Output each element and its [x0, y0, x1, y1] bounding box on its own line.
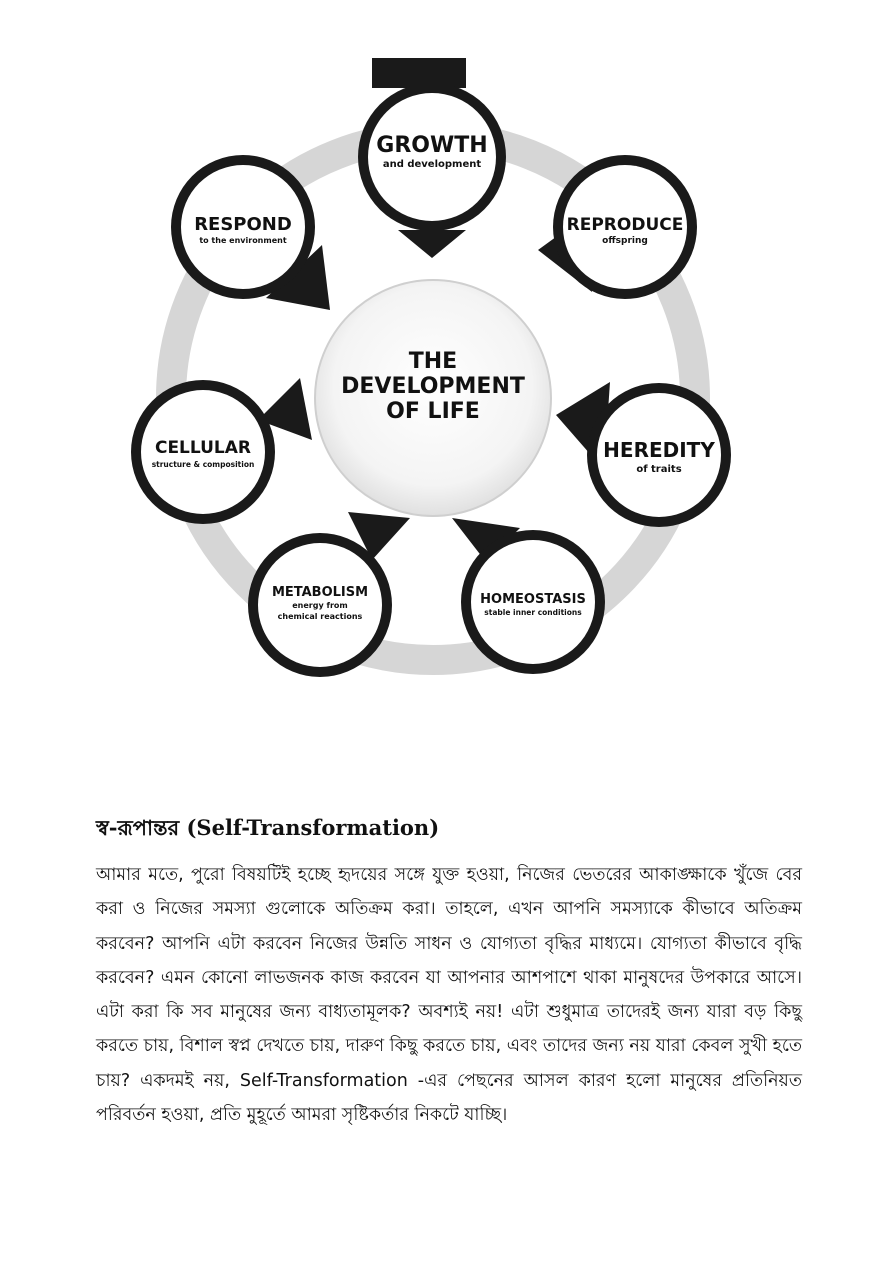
homeostasis-title: HOMEOSTASIS	[480, 592, 586, 607]
reproduce-subtitle: offspring	[602, 236, 648, 246]
cellular-title: CELLULAR	[154, 438, 252, 458]
growth-subtitle: and development	[382, 159, 482, 170]
body-paragraph: আমার মতে, পুরো বিষয়টিই হচ্ছে হৃদয়ের সঙ্গে যুক্ত হওয়া, নিজের ভেতরের আকাঙ্ক্ষাকে খুঁজে বের করা ও নিজের সমস্যা গুলোকে অতিক্রম করা। তাহলে, এখন আপনি সমস্যাকে কীভাবে অতিক্রম করবেন? আপনি এটা করবেন নিজের উন্নতি সাধন ও যোগ্যতা বৃদ্ধির মাধ্যমে। যোগ্যতা কীভাবে বৃদ্ধি করবেন? এমন কোনো লাভজনক কাজ করবেন যা আপনার আশপাশে থাকা মানুষদের উপকারে আসে। এটা করা কি সব মানুষের জন্য বাধ্যতামূলক? অবশ্যই নয়! এটা শুধুমাত্র তাদেরই জন্য যারা বড় কিছু করতে চায়, বিশাল স্বপ্ন দেখতে চায়, দারুণ কিছু করতে চায়, এবং তাদের জন্য নয় যারা কেবল সুখী হতে চায়? একদমই নয়, Self-Transformation -এর পেছনের আসল কারণ হলো মানুষের প্রতিনিয়ত পরিবর্তন হওয়া, প্রতি মুহূর্তে আমরা সৃষ্টিকর্তার নিকটে যাচ্ছি।	[96, 865, 802, 1126]
heredity-title: HEREDITY	[603, 438, 715, 462]
respond-subtitle: to the environment	[199, 236, 287, 245]
metabolism-title: METABOLISM	[271, 585, 369, 600]
node-cellular	[131, 380, 275, 524]
node-heredity	[587, 383, 731, 527]
node-growth	[358, 83, 506, 231]
node-respond	[171, 155, 315, 299]
center-title-line-3: OF LIFE	[386, 399, 480, 424]
metabolism-subtitle-line-1: energy from	[292, 601, 348, 610]
section-heading	[96, 812, 796, 847]
heredity-subtitle: of traits	[636, 464, 682, 475]
node-reproduce	[553, 155, 697, 299]
respond-title: RESPOND	[194, 214, 292, 235]
node-homeostasis	[461, 530, 605, 674]
heading-bengali: স্ব-রূপান্তর	[96, 815, 180, 840]
center-disc	[315, 280, 551, 516]
metabolism-subtitle-line-2: chemical reactions	[277, 612, 363, 621]
heading-english: (Self-Transformation)	[186, 815, 440, 840]
node-metabolism	[248, 533, 392, 677]
center-title-line-1: THE	[408, 349, 458, 374]
homeostasis-subtitle: stable inner conditions	[484, 608, 582, 617]
growth-title: GROWTH	[376, 133, 488, 158]
reproduce-title: REPRODUCE	[566, 215, 684, 235]
cellular-subtitle: structure & composition	[151, 460, 255, 469]
center-title-line-2: DEVELOPMENT	[341, 374, 525, 399]
